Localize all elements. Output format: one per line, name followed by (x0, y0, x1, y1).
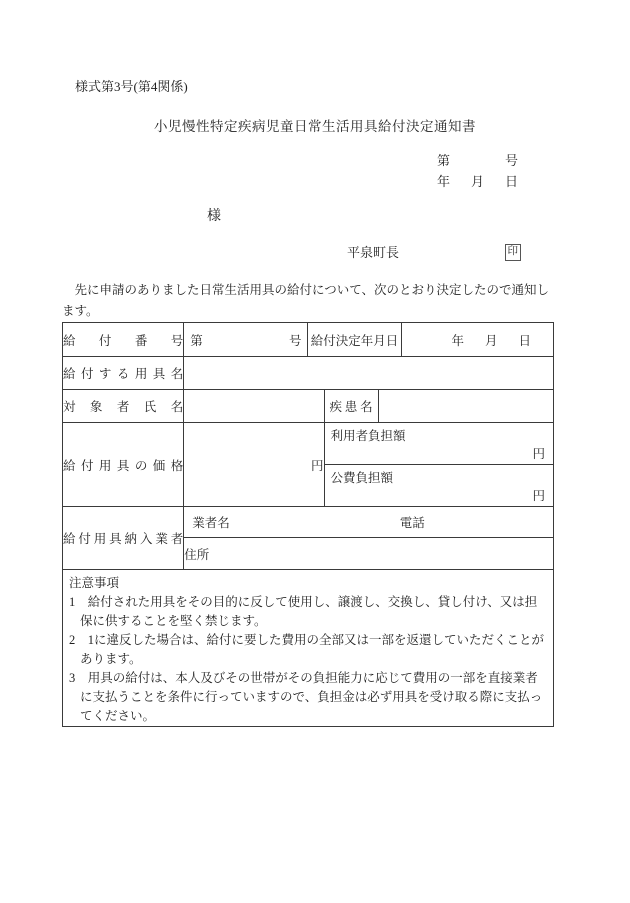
doc-number-suffix: 号 (504, 153, 518, 168)
notes-cell (63, 570, 554, 727)
note-item-1: 1 給付された用具をその目的に反して使用し、譲渡し、交換し、貸し付け、又は担保に供することを堅く禁じます。 (69, 595, 538, 628)
issuer-line (347, 244, 521, 261)
date-day-label: 日 (504, 174, 518, 189)
equipment-name-label: 給付する用具名 (63, 357, 184, 390)
supplier-phone-label: 電話 (399, 516, 425, 530)
notes-heading: 注意事項 (69, 576, 120, 590)
seal-stamp-icon: 印 (505, 244, 522, 261)
recipient-name-label: 対象者氏名 (63, 390, 184, 423)
grant-details-table (62, 322, 554, 727)
decision-date-day-label: 日 (518, 333, 531, 348)
issuer-name: 平泉町長 (347, 244, 400, 260)
table-row-supplier (63, 507, 554, 538)
recipient-name-value-cell (184, 390, 324, 423)
table-row-equipment-name (63, 357, 554, 390)
addressee-honorific: 様 (207, 209, 221, 224)
user-share-cell (324, 423, 554, 465)
decision-date-value-cell (401, 323, 553, 357)
supplier-name-label: 業者名 (192, 516, 230, 530)
disease-name-value-cell (378, 390, 553, 423)
issue-date-line (437, 171, 518, 192)
decision-date-month-label: 月 (484, 333, 498, 348)
document-number-line (437, 150, 518, 171)
user-share-label: 利用者負担額 (330, 429, 406, 443)
document-meta (437, 150, 518, 192)
public-share-unit: 円 (532, 489, 545, 503)
grant-number-value-cell (184, 323, 308, 357)
doc-number-prefix: 第 (437, 153, 451, 168)
supplier-name-cell (184, 507, 554, 538)
date-month-label: 月 (470, 174, 484, 189)
date-year-label: 年 (437, 174, 451, 189)
price-value-cell: 円 (184, 423, 324, 507)
table-row-price (63, 423, 554, 465)
note-item-2: 2 1に違反した場合は、給付に要した費用の全部又は一部を返還していただくことがあります。 (69, 633, 545, 666)
table-row-recipient (63, 390, 554, 423)
notice-paragraph: 先に申請のありました日常生活用具の給付について、次のとおり決定したので通知します。 (62, 283, 550, 318)
public-share-label: 公費負担額 (330, 471, 394, 485)
table-row-grant-number (63, 323, 554, 357)
note-item-3: 3 用具の給付は、本人及びその世帯がその負担能力に応じて費用の一部を直接業者に支払うことを条件に行っていますので、負担金は必ず用具を受け取る際に支払ってください。 (69, 671, 543, 723)
supplier-address-cell: 住所 (184, 538, 554, 570)
public-share-cell (324, 465, 554, 507)
disease-name-label: 疾患名 (324, 390, 378, 423)
document-title: 小児慢性特定疾病児童日常生活用具給付決定通知書 (154, 119, 476, 134)
grant-number-prefix: 第 (190, 333, 203, 348)
decision-date-label: 給付決定年月日 (308, 323, 401, 357)
equipment-name-value-cell (184, 357, 554, 390)
decision-date-year-label: 年 (451, 333, 464, 348)
grant-number-suffix: 号 (288, 333, 302, 348)
form-number: 様式第3号(第4関係) (75, 79, 188, 94)
price-label: 給付用具の価格 (63, 423, 184, 507)
user-share-unit: 円 (532, 447, 545, 461)
supplier-label: 給付用具納入業者 (63, 507, 184, 570)
grant-number-label: 給付番号 (63, 323, 184, 357)
table-row-notes (63, 570, 554, 727)
